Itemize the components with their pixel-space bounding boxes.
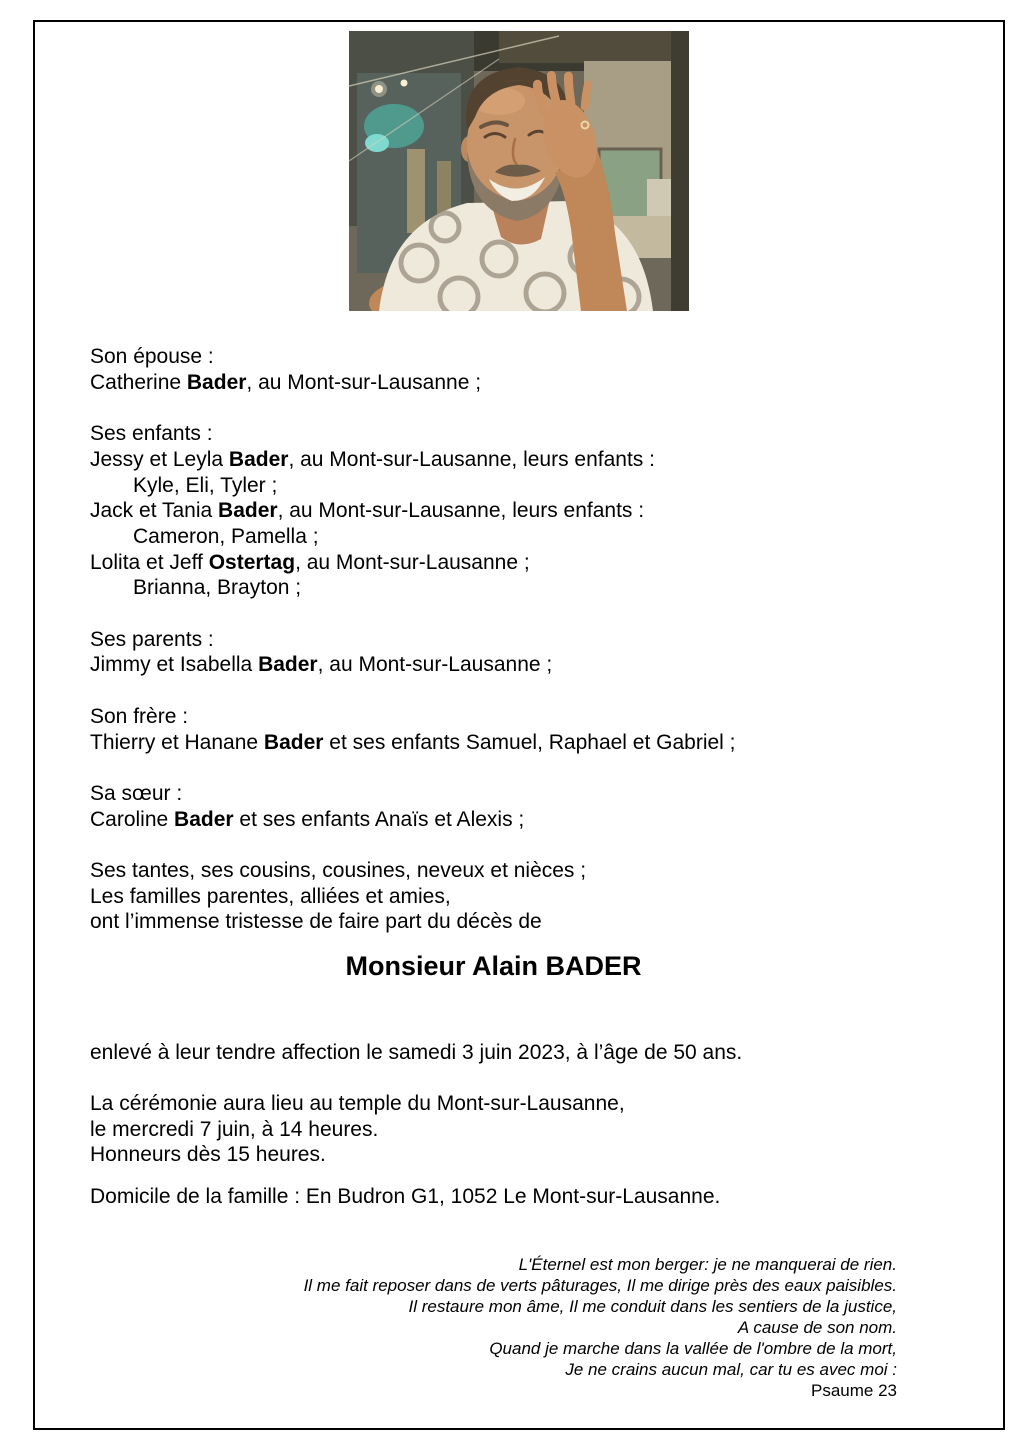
announcement-body (90, 344, 897, 1401)
parents-section (90, 627, 897, 678)
text-line: Lolita et Jeff Ostertag, au Mont-sur-Lausanne ; (90, 550, 530, 574)
text-line: Quand je marche dans la vallée de l'ombre de la mort, (489, 1338, 897, 1358)
text-line: ont l’immense tristesse de faire part du décès de (90, 910, 542, 934)
psalm-reference: Psaume 23 (811, 1380, 897, 1400)
ceremony-details (90, 1091, 897, 1168)
text-line: Ses enfants : (90, 422, 213, 446)
text-line: A cause de son nom. (737, 1317, 897, 1337)
text-line: La cérémonie aura lieu au temple du Mont-sur-Lausanne, (90, 1091, 625, 1115)
text-line: Il me fait reposer dans de verts pâturages, Il me dirige près des eaux paisibles. (303, 1275, 897, 1295)
brother-section (90, 704, 897, 755)
text-line: Brianna, Brayton ; (133, 576, 302, 600)
text-line: L'Éternel est mon berger: je ne manquerai de rien. (518, 1254, 897, 1274)
text-line: Ses tantes, ses cousins, cousines, neveux et nièces ; (90, 858, 587, 882)
sister-section (90, 781, 897, 832)
deceased-name-title: Monsieur Alain BADER (345, 951, 642, 982)
text-line: Jack et Tania Bader, au Mont-sur-Lausanne, leurs enfants : (90, 499, 645, 523)
text-line: Les familles parentes, alliées et amies, (90, 884, 451, 908)
portrait-photo (349, 31, 689, 311)
text-line: Son épouse : (90, 345, 214, 368)
text-line: Caroline Bader et ses enfants Anaïs et Alexis ; (90, 807, 525, 831)
relatives-section (90, 858, 897, 935)
text-line: Thierry et Hanane Bader et ses enfants Samuel, Raphael et Gabriel ; (90, 730, 736, 754)
psalm-verses (90, 1254, 897, 1380)
text-line: Je ne crains aucun mal, car tu es avec moi : (565, 1359, 897, 1379)
death-announcement-line: enlevé à leur tendre affection le samedi 3 juin 2023, à l’âge de 50 ans. (90, 1041, 743, 1065)
psalm-quote (90, 1254, 897, 1401)
text-line: Il restaure mon âme, Il me conduit dans les sentiers de la justice, (408, 1296, 897, 1316)
text-line: Cameron, Pamella ; (133, 524, 319, 548)
children-section (90, 421, 897, 601)
text-line: Sa sœur : (90, 781, 183, 805)
text-line: Catherine Bader, au Mont-sur-Lausanne ; (90, 370, 482, 394)
text-line: Ses parents : (90, 627, 214, 651)
spouse-section (90, 344, 897, 395)
text-line: Jimmy et Isabella Bader, au Mont-sur-Lausanne ; (90, 653, 553, 677)
text-line: Honneurs dès 15 heures. (90, 1143, 326, 1167)
text-line: Kyle, Eli, Tyler ; (133, 473, 278, 497)
family-home-line: Domicile de la famille : En Budron G1, 1052 Le Mont-sur-Lausanne. (90, 1184, 721, 1208)
text-line: le mercredi 7 juin, à 14 heures. (90, 1117, 379, 1141)
text-line: Jessy et Leyla Bader, au Mont-sur-Lausanne, leurs enfants : (90, 447, 655, 471)
text-line: Son frère : (90, 704, 189, 728)
